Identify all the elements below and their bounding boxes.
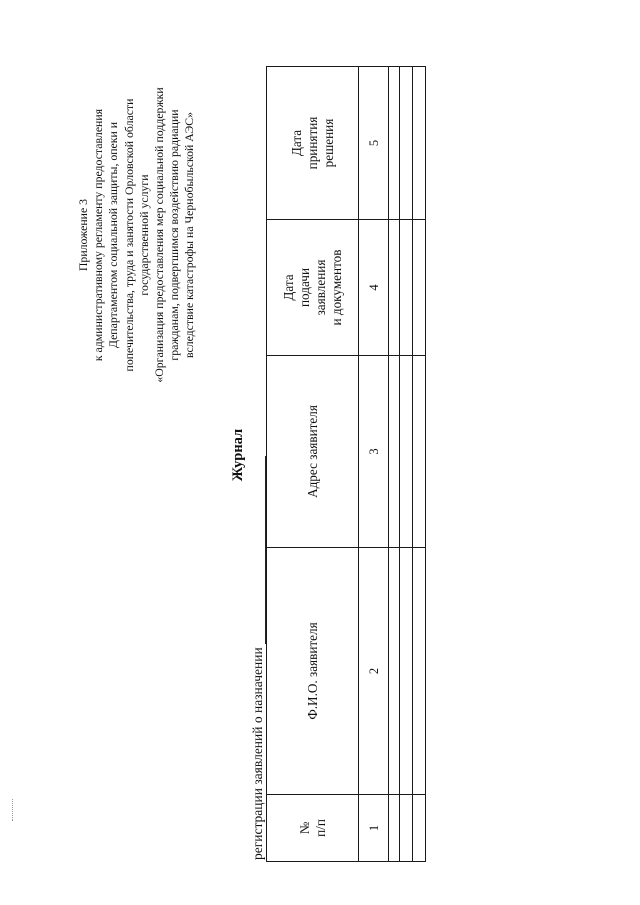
journal-subtitle <box>250 456 266 860</box>
appendix-line: к административному регламенту предоставления <box>91 108 106 362</box>
table-cell: 4 <box>359 220 389 356</box>
appendix-line: попечительства, труда и занятости Орловской области <box>121 98 136 372</box>
table-cell <box>400 220 413 356</box>
table-cell <box>413 548 426 795</box>
journal-title: Журнал <box>230 428 246 482</box>
table-cell <box>413 795 426 862</box>
table-cell <box>400 795 413 862</box>
fill-in-line <box>253 456 266 644</box>
table-cell <box>400 356 413 548</box>
table-row <box>400 67 413 862</box>
header-cell-number: № п/п <box>267 795 359 862</box>
table-cell: 5 <box>359 67 389 220</box>
header-cell-submit-date: Дата подачи заявления и документов <box>267 220 359 356</box>
appendix-line: гражданам, подвергшимся воздействию радиации <box>167 109 182 361</box>
table-cell: 2 <box>359 548 389 795</box>
registration-table <box>266 66 426 862</box>
table-row <box>389 67 400 862</box>
table-cell <box>413 67 426 220</box>
table-header-row <box>267 67 359 862</box>
header-cell-name: Ф.И.О. заявителя <box>267 548 359 795</box>
table-cell <box>413 220 426 356</box>
table-number-row <box>359 67 389 862</box>
table-cell <box>389 67 400 220</box>
table-cell <box>400 548 413 795</box>
appendix-line: Приложение 3 <box>76 198 90 272</box>
journal-subtitle-text: регистрации заявлений о назначении <box>250 647 265 860</box>
appendix-line: вследствие катастрофы на Чернобыльской АЭС» <box>182 111 197 359</box>
appendix-line: государственной услуги <box>136 174 151 296</box>
header-cell-address: Адрес заявителя <box>267 356 359 548</box>
table-cell <box>389 356 400 548</box>
table-cell: 3 <box>359 356 389 548</box>
table-cell: 1 <box>359 795 389 862</box>
table-cell <box>389 220 400 356</box>
table-row <box>413 67 426 862</box>
table-cell <box>400 67 413 220</box>
appendix-header <box>76 70 198 400</box>
appendix-line: Департаментом социальной защиты, опеки и <box>106 121 121 349</box>
header-cell-decision-date: Дата принятия решения <box>267 67 359 220</box>
table-cell <box>413 356 426 548</box>
scan-mark <box>12 799 14 821</box>
table-cell <box>389 548 400 795</box>
appendix-line: «Организация предоставления мер социальной поддержки <box>152 87 167 383</box>
table-cell <box>389 795 400 862</box>
